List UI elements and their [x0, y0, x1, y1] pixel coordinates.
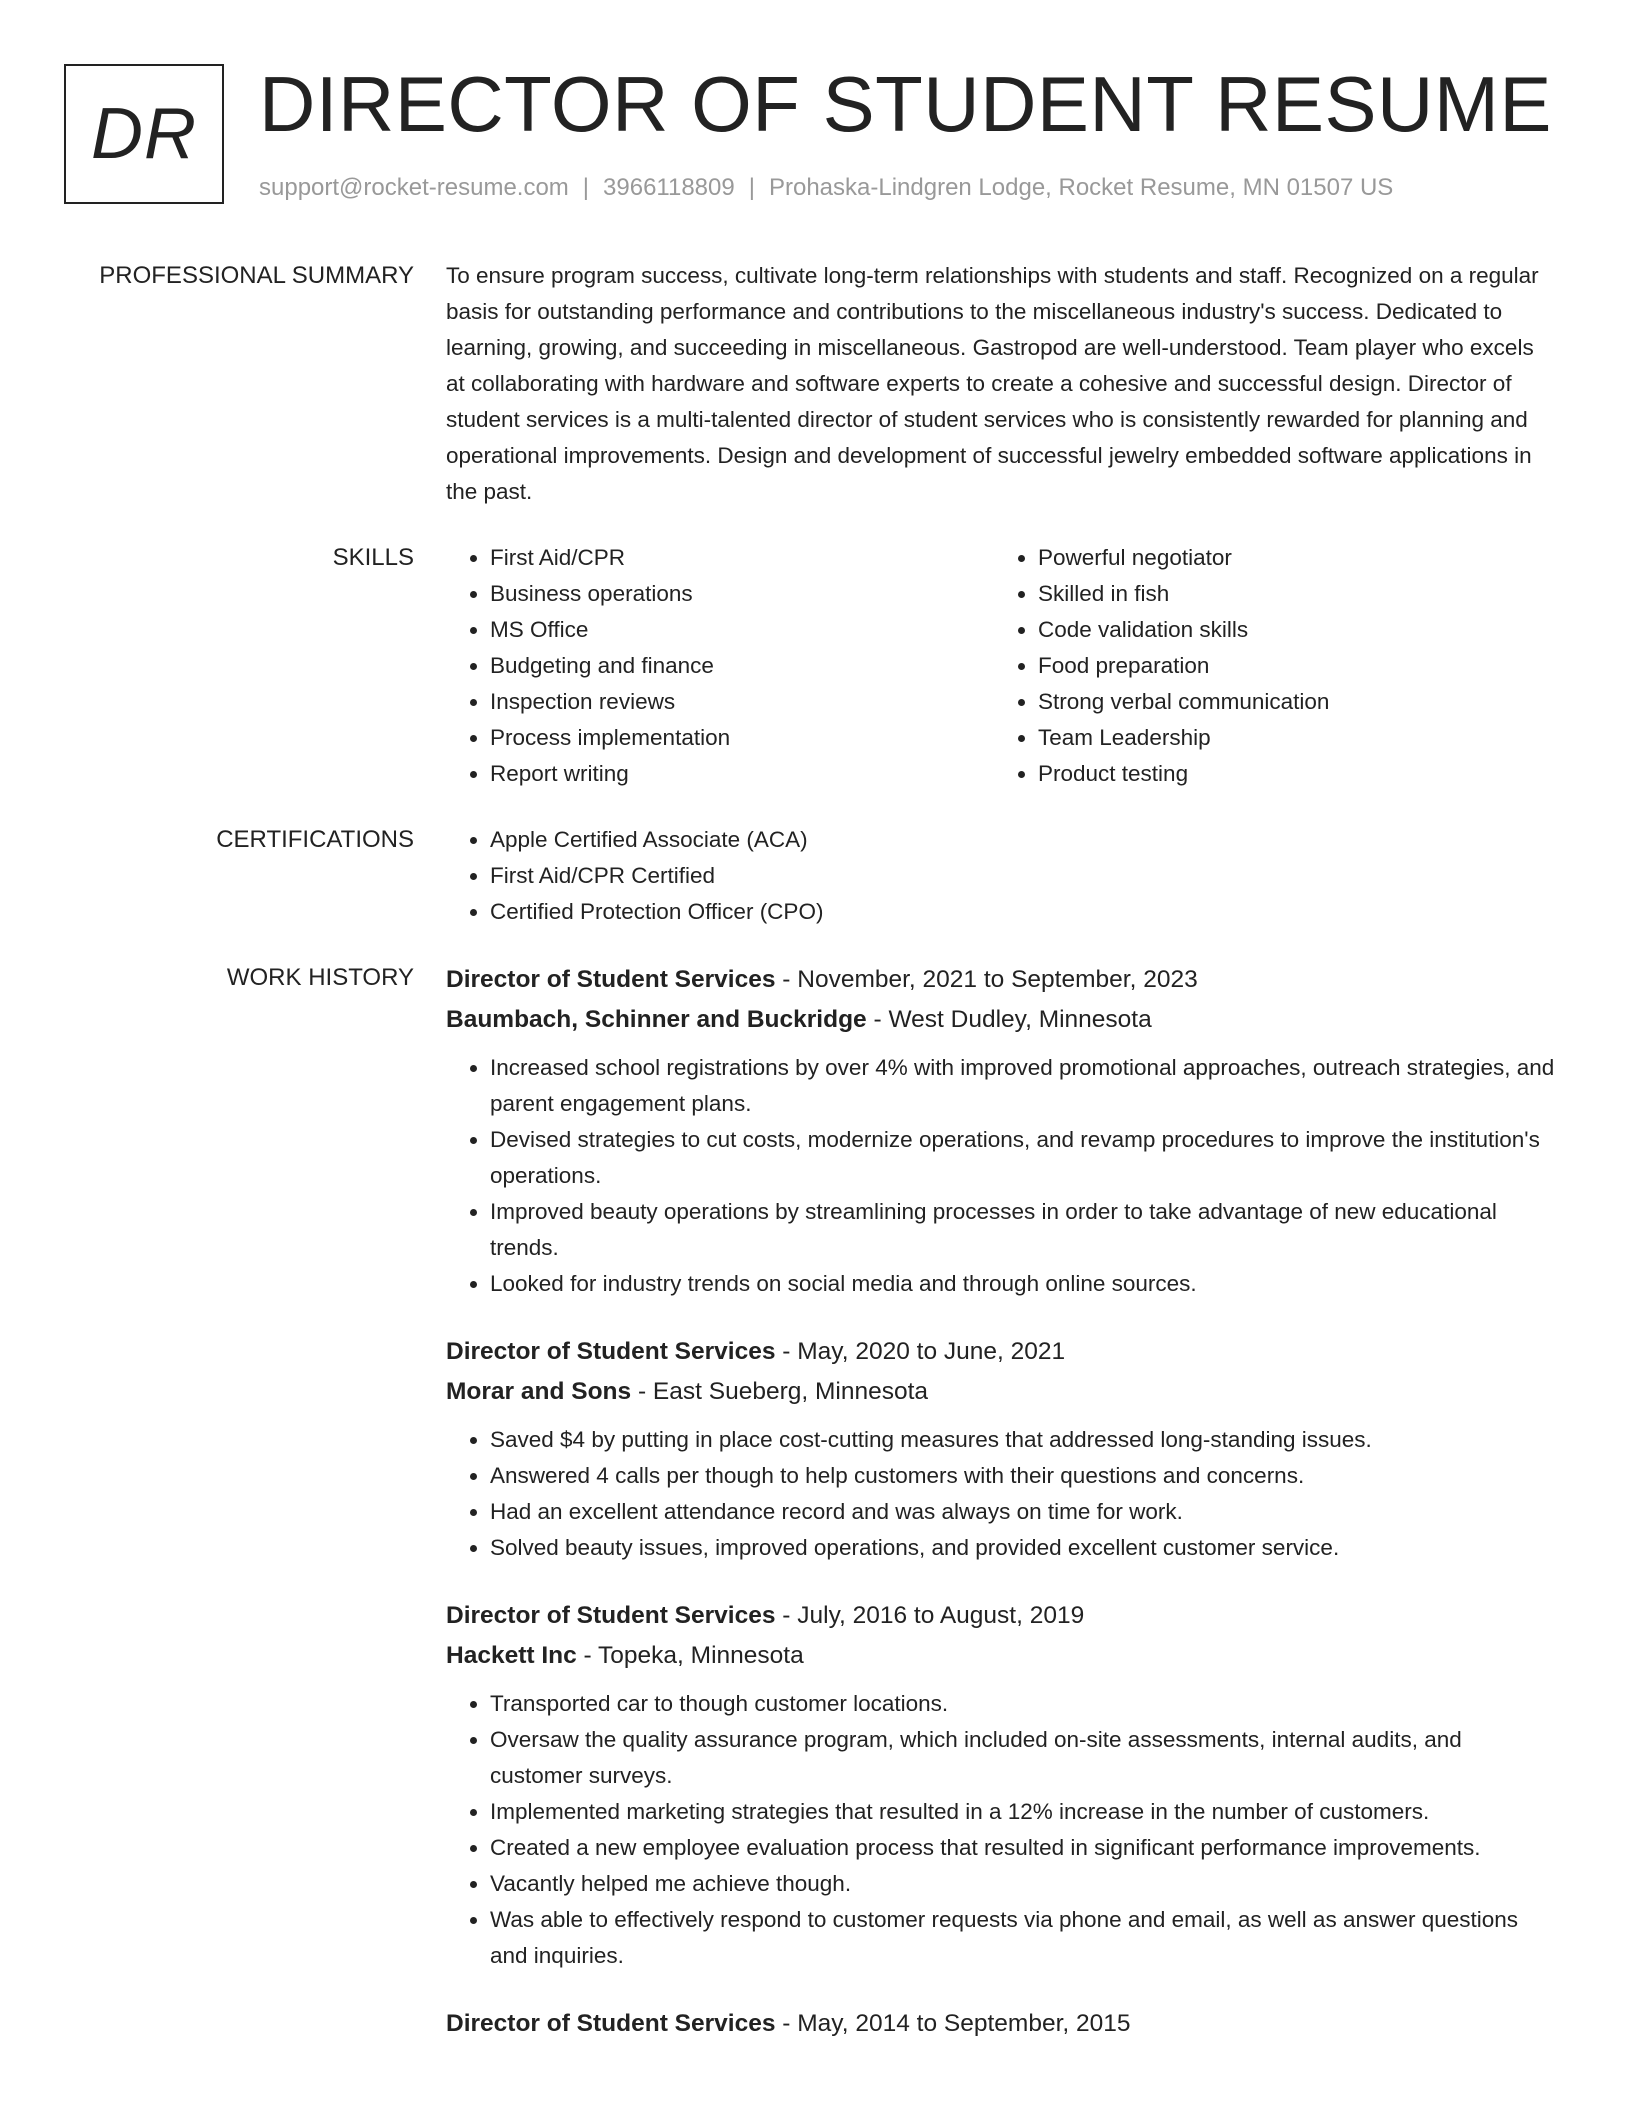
job-entry	[446, 2004, 1556, 2044]
job-bullet: • Had an excellent attendance record and was always on time for work.	[490, 1494, 1556, 1530]
contact-separator: |	[748, 174, 755, 201]
job-location: - East Sueberg, Minnesota	[631, 1378, 929, 1405]
job-title: Director of Student Services	[446, 1602, 776, 1629]
job-title-line	[446, 1332, 1556, 1372]
certifications-section	[0, 822, 1632, 930]
skill-item: • Powerful negotiator	[1038, 540, 1542, 576]
summary-section	[0, 258, 1632, 510]
skill-item: • Strong verbal communication	[1038, 684, 1542, 720]
job-bullet: • Oversaw the quality assurance program, which included on-site assessments, internal audits, and customer surveys.	[490, 1722, 1556, 1794]
skill-item: • Team Leadership	[1038, 720, 1542, 756]
contact-email[interactable]: support@rocket-resume.com	[259, 174, 569, 201]
job-bullet: • Increased school registrations by over 4% with improved promotional approaches, outreach strategies, and parent engagement plans.	[490, 1050, 1556, 1122]
job-bullet: • Implemented marketing strategies that resulted in a 12% increase in the number of customers.	[490, 1794, 1556, 1830]
resume-header	[64, 60, 1572, 214]
certification-item: • Apple Certified Associate (ACA)	[490, 822, 1556, 858]
skill-item: • Business operations	[490, 576, 994, 612]
work-history-section	[0, 960, 1632, 2044]
skill-item: • Food preparation	[1038, 648, 1542, 684]
job-dates: - May, 2020 to June, 2021	[775, 1338, 1066, 1365]
job-title: Director of Student Services	[446, 966, 776, 993]
job-bullet: • Solved beauty issues, improved operations, and provided excellent customer service.	[490, 1530, 1556, 1566]
certification-item: • Certified Protection Officer (CPO)	[490, 894, 1556, 930]
contact-phone[interactable]: 3966118809	[603, 174, 735, 201]
job-bullet: • Devised strategies to cut costs, modernize operations, and revamp procedures to improve the institution's operations.	[490, 1122, 1556, 1194]
job-bullet: • Transported car to though customer locations.	[490, 1686, 1556, 1722]
job-company: Baumbach, Schinner and Buckridge	[446, 1006, 867, 1033]
job-bullet: • Answered 4 calls per though to help customers with their questions and concerns.	[490, 1458, 1556, 1494]
job-bullet: • Saved $4 by putting in place cost-cutting measures that addressed long-standing issues.	[490, 1422, 1556, 1458]
job-entry	[446, 960, 1556, 1302]
job-bullet: • Was able to effectively respond to customer requests via phone and email, as well as answer questions and inquiries.	[490, 1902, 1556, 1974]
job-bullet-list	[446, 1422, 1556, 1566]
section-heading-skills: SKILLS	[332, 544, 414, 571]
skill-item: • Code validation skills	[1038, 612, 1542, 648]
skills-list-right	[994, 540, 1542, 792]
job-company: Morar and Sons	[446, 1378, 632, 1405]
section-heading-work: WORK HISTORY	[226, 964, 414, 991]
job-bullet: • Improved beauty operations by streamlining processes in order to take advantage of new educational trends.	[490, 1194, 1556, 1266]
certification-item: • First Aid/CPR Certified	[490, 858, 1556, 894]
job-company-line	[446, 1000, 1556, 1040]
job-dates: - May, 2014 to September, 2015	[775, 2010, 1131, 2037]
skill-item: • Budgeting and finance	[490, 648, 994, 684]
job-entry	[446, 1332, 1556, 1566]
skill-item: • Inspection reviews	[490, 684, 994, 720]
skill-item: • Process implementation	[490, 720, 994, 756]
job-bullet: • Looked for industry trends on social media and through online sources.	[490, 1266, 1556, 1302]
job-title-line	[446, 2004, 1556, 2044]
job-company-line	[446, 1372, 1556, 1412]
resume-title: DIRECTOR OF STUDENT RESUME	[259, 60, 1552, 148]
job-company: Hackett Inc	[446, 1642, 577, 1669]
job-bullet-list	[446, 1686, 1556, 1974]
skill-item: • Skilled in fish	[1038, 576, 1542, 612]
skills-list-left	[446, 540, 994, 792]
job-dates: - July, 2016 to August, 2019	[775, 1602, 1085, 1629]
job-title-line	[446, 960, 1556, 1000]
job-title: Director of Student Services	[446, 2010, 776, 2037]
job-bullet-list	[446, 1050, 1556, 1302]
skill-item: • Product testing	[1038, 756, 1542, 792]
contact-address: Prohaska-Lindgren Lodge, Rocket Resume, MN 01507 US	[768, 174, 1394, 201]
skill-item: • First Aid/CPR	[490, 540, 994, 576]
job-location: - Topeka, Minnesota	[576, 1642, 804, 1669]
section-heading-summary: PROFESSIONAL SUMMARY	[99, 262, 414, 289]
summary-paragraph: To ensure program success, cultivate long-term relationships with students and staff. Recognized on a regular basis for outstanding performance and contributions to the miscellaneous industry's success. Dedicated to learning, growing, and succeeding in miscellaneous. Gastropod are well-understood. Team player who excels at collaborating with hardware and software experts to create a cohesive and successful design. Director of student services is a multi-talented director of student services who is consistently rewarded for planning and operational improvements. Design and development of successful jewelry embedded software applications in the past.	[446, 263, 1539, 504]
skill-item: • Report writing	[490, 756, 994, 792]
job-bullet: • Vacantly helped me achieve though.	[490, 1866, 1556, 1902]
job-title: Director of Student Services	[446, 1338, 776, 1365]
resume-content	[0, 258, 1632, 2074]
job-company-line	[446, 1636, 1556, 1676]
contact-line	[259, 174, 1393, 202]
job-dates: - November, 2021 to September, 2023	[775, 966, 1198, 993]
certifications-list	[446, 822, 1556, 930]
section-heading-certifications: CERTIFICATIONS	[216, 826, 414, 853]
contact-separator: |	[582, 174, 590, 201]
skill-item: • MS Office	[490, 612, 994, 648]
skills-section	[0, 540, 1632, 792]
job-location: - West Dudley, Minnesota	[866, 1006, 1152, 1033]
monogram-badge: DR	[64, 64, 224, 204]
job-bullet: • Created a new employee evaluation process that resulted in significant performance improvements.	[490, 1830, 1556, 1866]
job-title-line	[446, 1596, 1556, 1636]
job-entry	[446, 1596, 1556, 1974]
